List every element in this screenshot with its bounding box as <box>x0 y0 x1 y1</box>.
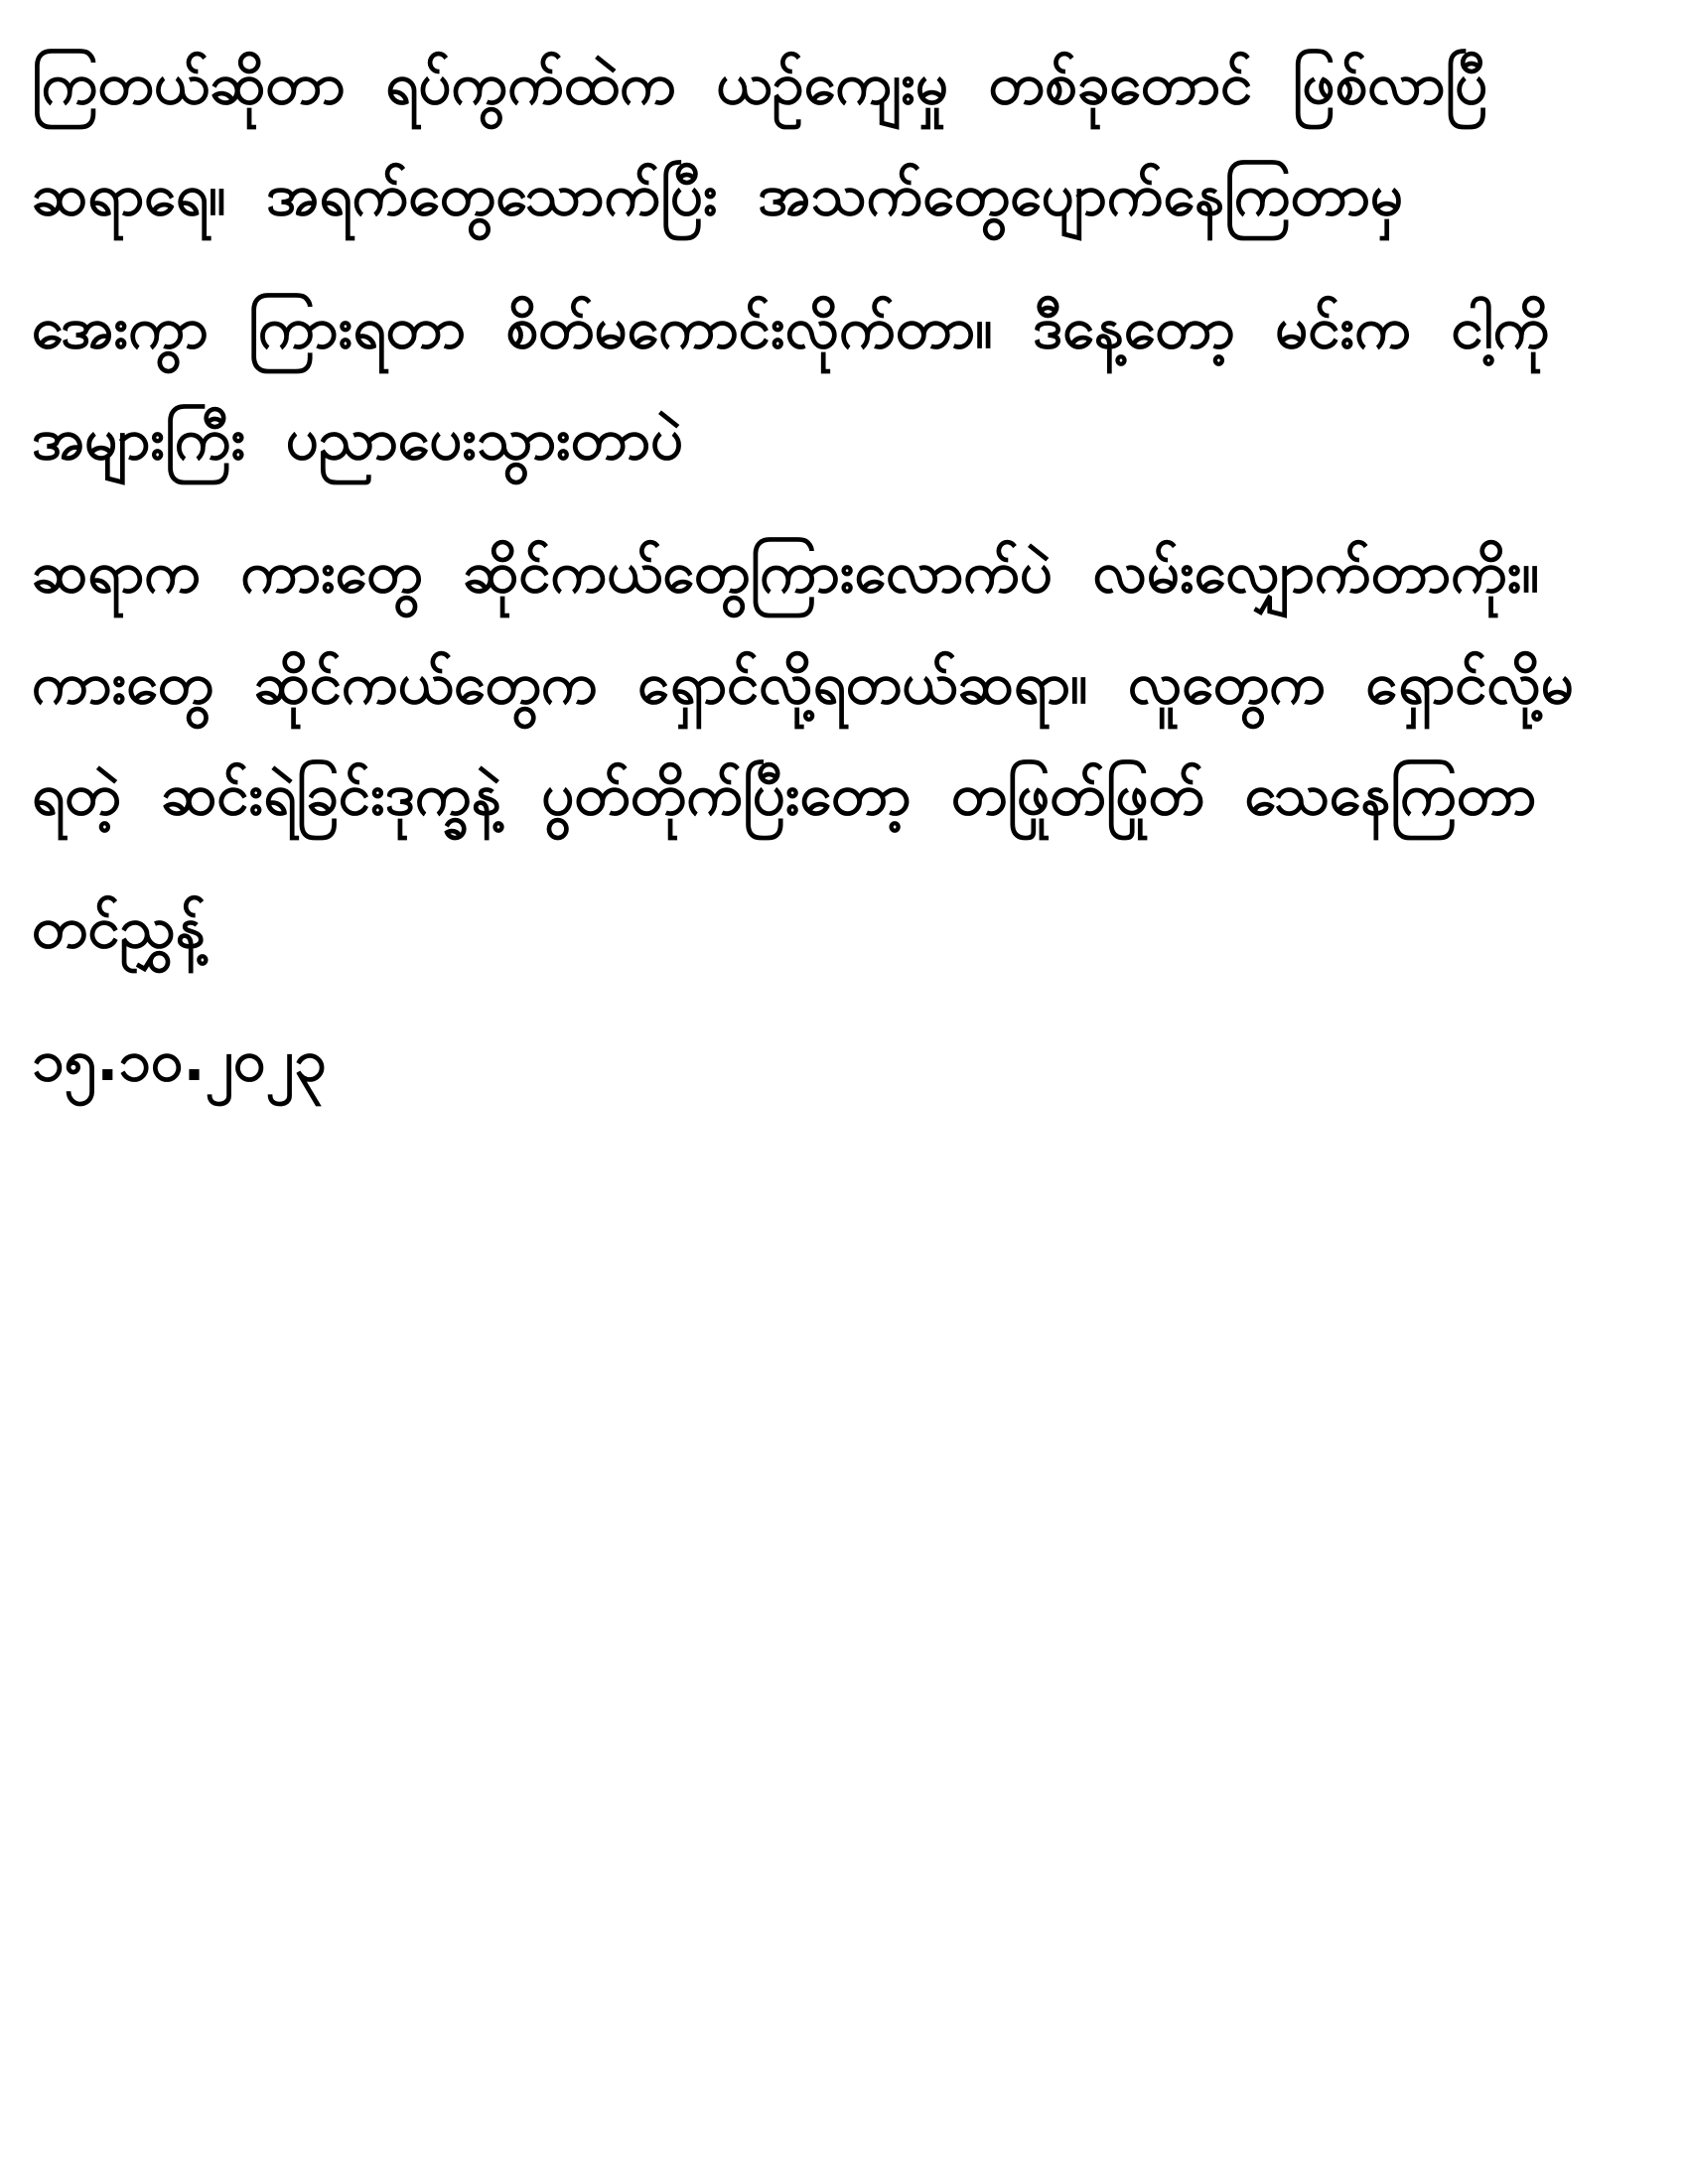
paragraph-3 <box>32 516 1648 850</box>
paragraph-2 <box>32 272 1648 494</box>
date-block <box>32 1005 1648 1116</box>
text-line: ဆရာက ကားတွေ ဆိုင်ကယ်တွေကြားလောက်ပဲ လမ်းလျှောက်တာကိုး။ <box>32 538 1540 606</box>
text-line: ဆရာရေ။ အရက်တွေသောက်ပြီး အသက်တွေပျောက်နေကြတာမှ <box>32 161 1404 228</box>
text-line: အများကြီး ပညာပေးသွားတာပဲ <box>32 405 684 473</box>
text-line: ကားတွေ ဆိုင်ကယ်တွေက ရှောင်လို့ရတယ်ဆရာ။ လူတွေက ရှောင်လို့မ <box>32 649 1575 717</box>
text-line: အေးကွာ ကြားရတာ စိတ်မကောင်းလိုက်တာ။ ဒီနေ့တော့ မင်းက ငါ့ကို <box>32 294 1550 361</box>
text-line: ရတဲ့ ဆင်းရဲခြင်းဒုက္ခနဲ့ ပွတ်တိုက်ပြီးတော့ တဖြုတ်ဖြုတ် သေနေကြတာ <box>32 760 1537 828</box>
author-signature: တင်ညွှန့် <box>32 893 206 961</box>
paragraph-1 <box>32 28 1648 250</box>
signature-block <box>32 872 1648 983</box>
text-line: ကြတယ်ဆိုတာ ရပ်ကွက်ထဲက ယဉ်ကျေးမှု တစ်ခုတောင် ဖြစ်လာပြီ <box>32 50 1488 117</box>
document-date: ၁၅.၁၀.၂၀၂၃ <box>32 1026 327 1094</box>
